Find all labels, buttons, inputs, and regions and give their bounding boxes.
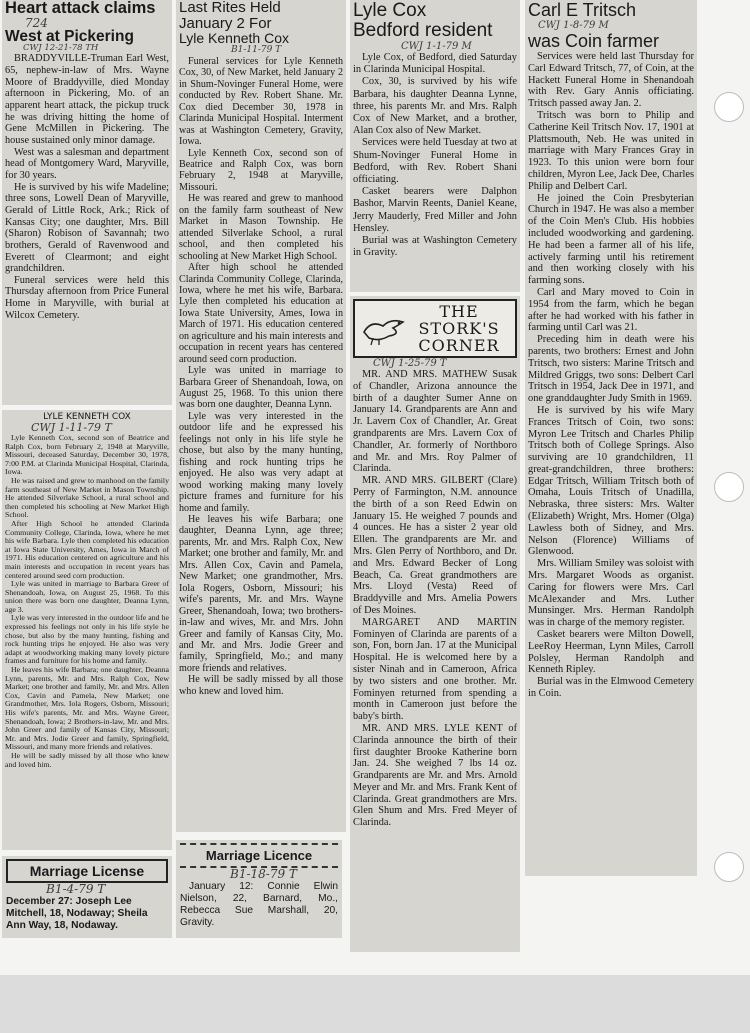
paragraph: He was raised and grew to manhood on the family farm southeast of New Market in Mason Township. He attended Silverlake School, a rural school and then completed his schooling at New Market High School. — [5, 475, 169, 520]
paragraph: He will be sadly missed by all those who knew and loved him. — [5, 750, 169, 769]
clipping-last-rites — [176, 0, 346, 832]
handwritten-date: CWJ 12-21-78 TH — [23, 43, 99, 53]
paragraph: Lyle was united in marriage to Barbara Greer of Shenandoah, Iowa, on August 25, 1968. To this union there was born one daughter, Deanna Lynn, age 3. — [5, 579, 169, 614]
paragraph: Lyle Kenneth Cox, second son of Beatrice and Ralph Cox, was born February 2, 1948 at Maryville, Missouri. — [179, 147, 343, 193]
handwritten-id: 724 — [25, 16, 48, 30]
paragraph: MR. AND MRS. MATHEW Susak of Chandler, Arizona announce the birth of a daughter Sumer Anne on January 14. Grandparents are Ann and Jr. Lavern Cox of Chandler, Ar. Great grandparents are Mrs. Lavern Cox of Chandler, Ar. formerly of Northboro and Mr. and Mrs. Roy Palmer of Clarinda. — [353, 369, 517, 475]
clipping-carl-tritsch — [525, 0, 697, 876]
article-body — [528, 51, 694, 700]
paragraph: After High School he attended Clarinda Community College, Clarinda, Iowa, where he met his wife Barbara. Lyle then completed his education at Iowa State University, Ames, Iowa in March of 1971. His education centered on agriculture and his main interests and occupation in recent years has centered around seed corn production. — [5, 518, 169, 580]
paragraph: MR. AND MRS. GILBERT (Clare) Perry of Farmington, N.M. announce the birth of a son Reed Edwin on January 15. He weighed 7 pounds and 4 ounces. He has a sister 2 year old Ellen. The grandparents are Mr. and Mrs. Glen Perry of Northboro, and Dr. and Mrs. Edward Becker of Long Beach, Ca. Great grandmothers are Mrs. Lloyd (Vesta) Reed of Braddyville and Mrs. Amelia Powers of Des Moines. — [353, 475, 517, 616]
clipping-heading: Marriage Licence — [180, 843, 338, 868]
binder-hole — [714, 852, 744, 882]
paragraph: Carl and Mary moved to Coin in 1954 from the farm, which he began after he had worked with his father in farming until Carl was 21. — [528, 286, 694, 334]
clipping-title: Carl E Tritsch — [528, 0, 637, 20]
handwritten-date: CWJ 1-8-79 M — [538, 20, 609, 31]
paragraph: Burial was in the Elmwood Cemetery in Coin. — [528, 676, 694, 700]
paragraph: BRADDYVILLE-Truman Earl West, 65, nephew-in-law of Mrs. Wayne Moore of Braddyville, died Monday afternoon in Pickering, Mo. of an apparent heart attack, the pickup truck he was driving hitting the home of Gene McMillen in Pickering. The house sustained only minor damage. — [5, 53, 169, 146]
clipping-marriage-license — [2, 856, 172, 938]
article-body — [5, 434, 169, 769]
handwritten-date: B1-11-79 T — [231, 45, 282, 55]
handwritten-date: B1-4-79 T — [46, 882, 106, 896]
clipping-title: was Coin farmer — [528, 31, 660, 51]
article-body: January 12: Connie Elwin Nielson, 22, Barnard, Mo., Rebecca Sue Marshall, 20, Gravity. — [180, 881, 338, 928]
article-body: December 27: Joseph Lee Mitchell, 18, Nodaway; Sheila Ann Way, 18, Nodaway. — [6, 896, 148, 931]
paragraph: Tritsch was born to Philip and Catherine Keil Tritsch Nov. 17, 1901 at Plattsmouth, Neb. He was united in marriage with Mary Frances Gray in 1923. To this union were born four children, Myron Lee, Jack Dee, Charles Philip and Delbert Carl. — [528, 109, 694, 192]
paragraph: MARGARET AND MARTIN Fominyen of Clarinda are parents of a son, Fon, born Jan. 17 at the Municipal Hospital. He is welcomed here by a sister Ninah and in Cameroon, Africa by two sisters and one brother. Mr. Fominyen returned from spending a month in Cameroon just before the baby's birth. — [353, 616, 517, 723]
stork-title-line: STORK'S — [418, 319, 500, 338]
article-body — [179, 56, 343, 697]
clipping-title: Last Rites Held — [179, 0, 281, 16]
paragraph: After high school he attended Clarinda Community College, Clarinda, Iowa, where he met his wife, Barbara. Lyle then completed his education at Iowa State University, Ames, Iowa in March of 1971. His education centered on agriculture and his main interests and occupation in recent years has centered around seed corn production. — [179, 262, 343, 365]
handwritten-date: CWJ 1-1-79 M — [401, 41, 472, 52]
clipping-title: Heart attack claims — [5, 0, 156, 17]
paragraph: He was reared and grew to manhood on the family farm southeast of New Market in Mason Township. He attended Silverlake School, a rural school, and then completed his schooling at New Market High School. — [179, 193, 343, 262]
article-body — [353, 369, 517, 829]
paragraph: Lyle was united in marriage to Barbara Greer of Shenandoah, Iowa, on August 25, 1968. To this union there was born one daughter, Deanna Lynn. — [179, 365, 343, 411]
clipping-title: Lyle Cox — [353, 0, 427, 21]
paragraph: Lyle Cox, of Bedford, died Saturday in Clarinda Municipal Hospital. — [353, 52, 517, 76]
clipping-heading: Marriage License — [6, 859, 168, 883]
paragraph: Casket bearers were Milton Dowell, LeeRoy Heerman, Lynn Miles, Carroll Polsley, Herman Randolph and Kenneth Ripley. — [528, 629, 694, 676]
clipping-lyle-kenneth-cox — [2, 410, 172, 850]
clipping-title: January 2 For — [179, 14, 272, 32]
storks-corner-banner — [353, 299, 517, 358]
binder-hole — [714, 472, 744, 502]
paragraph: Funeral services for Lyle Kenneth Cox, 30, of New Market, held January 2 in Shum-Novinger Funeral Home, were conducted by Rev. Robert Shane. Mr. Cox died December 30, 1978 in Clarinda Municipal Hospital. Interment was at Washington Cemetery, Gravity, Iowa. — [179, 55, 343, 148]
handwritten-date: CWJ 1-11-79 T — [31, 421, 112, 434]
clipping-title: Bedford resident — [353, 20, 493, 41]
article-body — [353, 52, 517, 259]
clipping-storks-corner — [350, 296, 520, 952]
paragraph: Mrs. William Smiley was soloist with Mrs. Margaret Woods as organist. Caring for flowers were Mrs. Carl McAlexander and Mrs. Luther Munsinger. Mrs. Herman Randolph was in charge of the memory register. — [528, 558, 694, 629]
paragraph: He joined the Coin Presbyterian Church in 1947. He was also a member of the Coin Men's Club. His hobbies included woodworking and gardening. He had been a farmer all of his life, actively farming until his retirement and then working closely with his farming sons. — [528, 192, 694, 287]
clipping-marriage-licence — [176, 840, 342, 938]
paragraph: West was a salesman and department head of Montgomery Ward, Maryville, for 30 years. — [5, 146, 169, 181]
paragraph: He leaves his wife Barbara; one daughter, Deanna Lynn, parents, Mr. and Mrs. Ralph Cox, New Market; one brother and family, Mr. and Mrs. Allen Cox, Cavin and Pamela, New Market; one Grandmother, Mrs. Iola Rogers, Osborn, Missouri; His wife's parents, Mr. and Mrs. Wayne Greer, Shenandoah, Iowa; 2 Brothers-in-law, Mr. and Mrs. John Greer and family of Kansas City, Missouri; Mr. and Mrs. Jodie Greer and family, Springfield, Missouri, and many more friends and relatives. — [5, 665, 169, 752]
stork-icon — [361, 312, 409, 346]
stork-title-line: CORNER — [418, 336, 500, 355]
handwritten-date: CWJ 1-25-79 T — [373, 358, 447, 369]
paragraph: Services were held Tuesday at two at Shum-Novinger Funeral Home in Bedford, with Rev. Robert Shani officiating. — [353, 137, 517, 186]
paragraph: He leaves his wife Barbara; one daughter, Deanna Lynn, age three; parents, Mr. and Mrs. Ralph Cox, New Market; one brother and family, Mr. and Mrs. Allen Cox, Cavin and Pamela, New Market; one grandmother, Mrs. Iola Rogers, Osborn, Missouri; his wife's parents, Mr. and Mrs. Wayne Greer, Shenandoah, Iowa; two brothers-in-law and wives, Mr. and Mrs. John Greer and family of Kansas City, Mo. and Mr. and Mrs. Jodie Greer and family, Springfield, Mo.; and many more friends and relatives. — [179, 514, 343, 674]
clipping-heart-attack — [2, 0, 172, 405]
page-background — [0, 975, 750, 1033]
paragraph: Casket bearers were Dalphon Bashor, Marvin Reents, Daniel Keane, Jerry Mauderly, Fred Miller and John Hensley. — [353, 186, 517, 234]
paragraph: Lyle Kenneth Cox, second son of Beatrice and Ralph Cox, born February 2, 1948 at Maryville, Missouri, deceased Saturday, December 30, 1978, 7:00 P.M. at Clarinda Municipal Hospital, Clarinda, Iowa. — [5, 433, 169, 477]
paragraph: Lyle was very interested in the outdoor life and he expressed his feelings not only in his life style he chose, but also by the many hunting, fishing and rock hunting trips he enjoyed. He also was very adapt at woodworking making many lovely picture frames and furniture for his home and family. — [5, 613, 169, 666]
clipping-title: Lyle Kenneth Cox — [179, 30, 289, 46]
handwritten-date: B1-18-79 T — [230, 867, 297, 881]
paragraph: Lyle was very interested in the outdoor life and he expressed his feelings not only in his life style he chose, but also by the many hunting, fishing and rock hunting trips he enjoyed. He also was very adapt at wood working making many lovely picture frames and furniture for his home and family. — [179, 410, 343, 514]
paragraph: Preceding him in death were his parents, two brothers: Ernest and John Tritsch, two sisters: Marine Tritsch and Mildred Griggs, two sons: Delbert Carl Tritsch in 1954, Jack Dee in 1971, and one granddaughter Judy Smith in 1969. — [528, 334, 694, 405]
storks-corner-title — [409, 303, 509, 354]
article-body — [5, 53, 169, 321]
stork-title-line: THE — [439, 302, 479, 321]
clipping-lyle-cox-bedford — [350, 0, 520, 292]
clipping-subtitle: West at Pickering — [5, 28, 134, 45]
paragraph: Funeral services were held this Thursday afternoon from Price Funeral Home in Maryville, with burial at Wilcox Cemetery. — [5, 274, 169, 321]
paragraph: MR. AND MRS. LYLE KENT of Clarinda announce the birth of their first daughter Brooke Katherine born Jan. 24. She weighed 7 lbs 14 oz. Grandparents are Mr. and Mrs. Arnold Meyer and Mr. and Mrs. Frank Kent of Clarinda. Great grandmothers are Mrs. Glen Shum and Mrs. Fred Meyer of Clarinda. — [353, 722, 517, 829]
clipping-heading: LYLE KENNETH COX — [43, 412, 131, 422]
paragraph: Cox, 30, is survived by his wife Barbara, his daughter Deanna Lynne, three, his parents Mr. and Mrs. Ralph Cox of New Market, and a brother, Alan Cox also of New Market. — [353, 76, 517, 137]
paragraph: He is survived by his wife Mary Frances Tritsch of Coin, two sons: Myron Lee Tritsch and Charles Philip Tritsch both of College Springs. Also surviving are 10 grandchildren, 11 great-grandchildren, three brothers: Edgar Tritsch, William Tritsch both of Omaha, Louis Tritsch of Unadilla, Nebraska, three sisters: Mrs. Walter (Elizabeth) Wright, Mrs. Homer (Olga) Lawless both of Sidney, and Mrs. Nelson (Florence) Williams of Glenwood. — [528, 404, 694, 558]
paragraph: He will be sadly missed by all those who knew and loved him. — [179, 674, 343, 697]
paragraph: Burial was at Washington Cemetery in Gravity. — [353, 235, 517, 259]
paragraph: Services were held last Thursday for Carl Edward Tritsch, 77, of Coin, at the Hackett Funeral Home in Shenandoah with Rev. Gary Annis officiating. Tritsch passed away Jan. 2. — [528, 51, 694, 110]
binder-hole — [714, 92, 744, 122]
paragraph: He is survived by his wife Madeline; three sons, Lowell Dean of Maryville, Gerald of Little Rock, Ark.; Rick of Kansas City; one daughter, Mrs. Bill (Sharon) Robison of Savannah; two brothers, Gerald of Ravenwood and Everett of Clearmont; and eight grandchildren. — [5, 181, 169, 275]
